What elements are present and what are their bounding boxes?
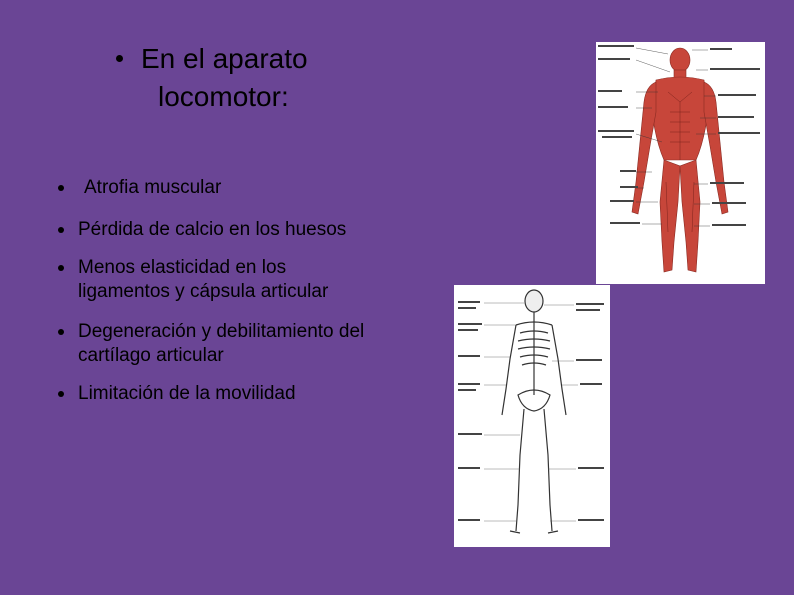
muscular-system-image xyxy=(596,42,765,284)
bullet-dot xyxy=(116,55,123,62)
bullet-dot xyxy=(58,329,64,335)
title-line-2: locomotor: xyxy=(158,81,289,112)
list-item-text: Atrofia muscular xyxy=(84,177,222,198)
skeletal-system-image xyxy=(454,285,610,547)
bullet-dot xyxy=(58,391,64,397)
bullet-dot xyxy=(58,227,64,233)
list-item-text: Menos elasticidad en los ligamentos y cápsula articular xyxy=(78,257,329,302)
bullet-dot xyxy=(58,185,64,191)
title-line-1: En el aparato xyxy=(141,43,308,74)
list-item-text: Pérdida de calcio en los huesos xyxy=(78,219,347,240)
list-item-text: Limitación de la movilidad xyxy=(78,383,296,404)
bullet-dot xyxy=(58,265,64,271)
list-item-text: Degeneración y debilitamiento del cartílago articular xyxy=(78,321,365,366)
